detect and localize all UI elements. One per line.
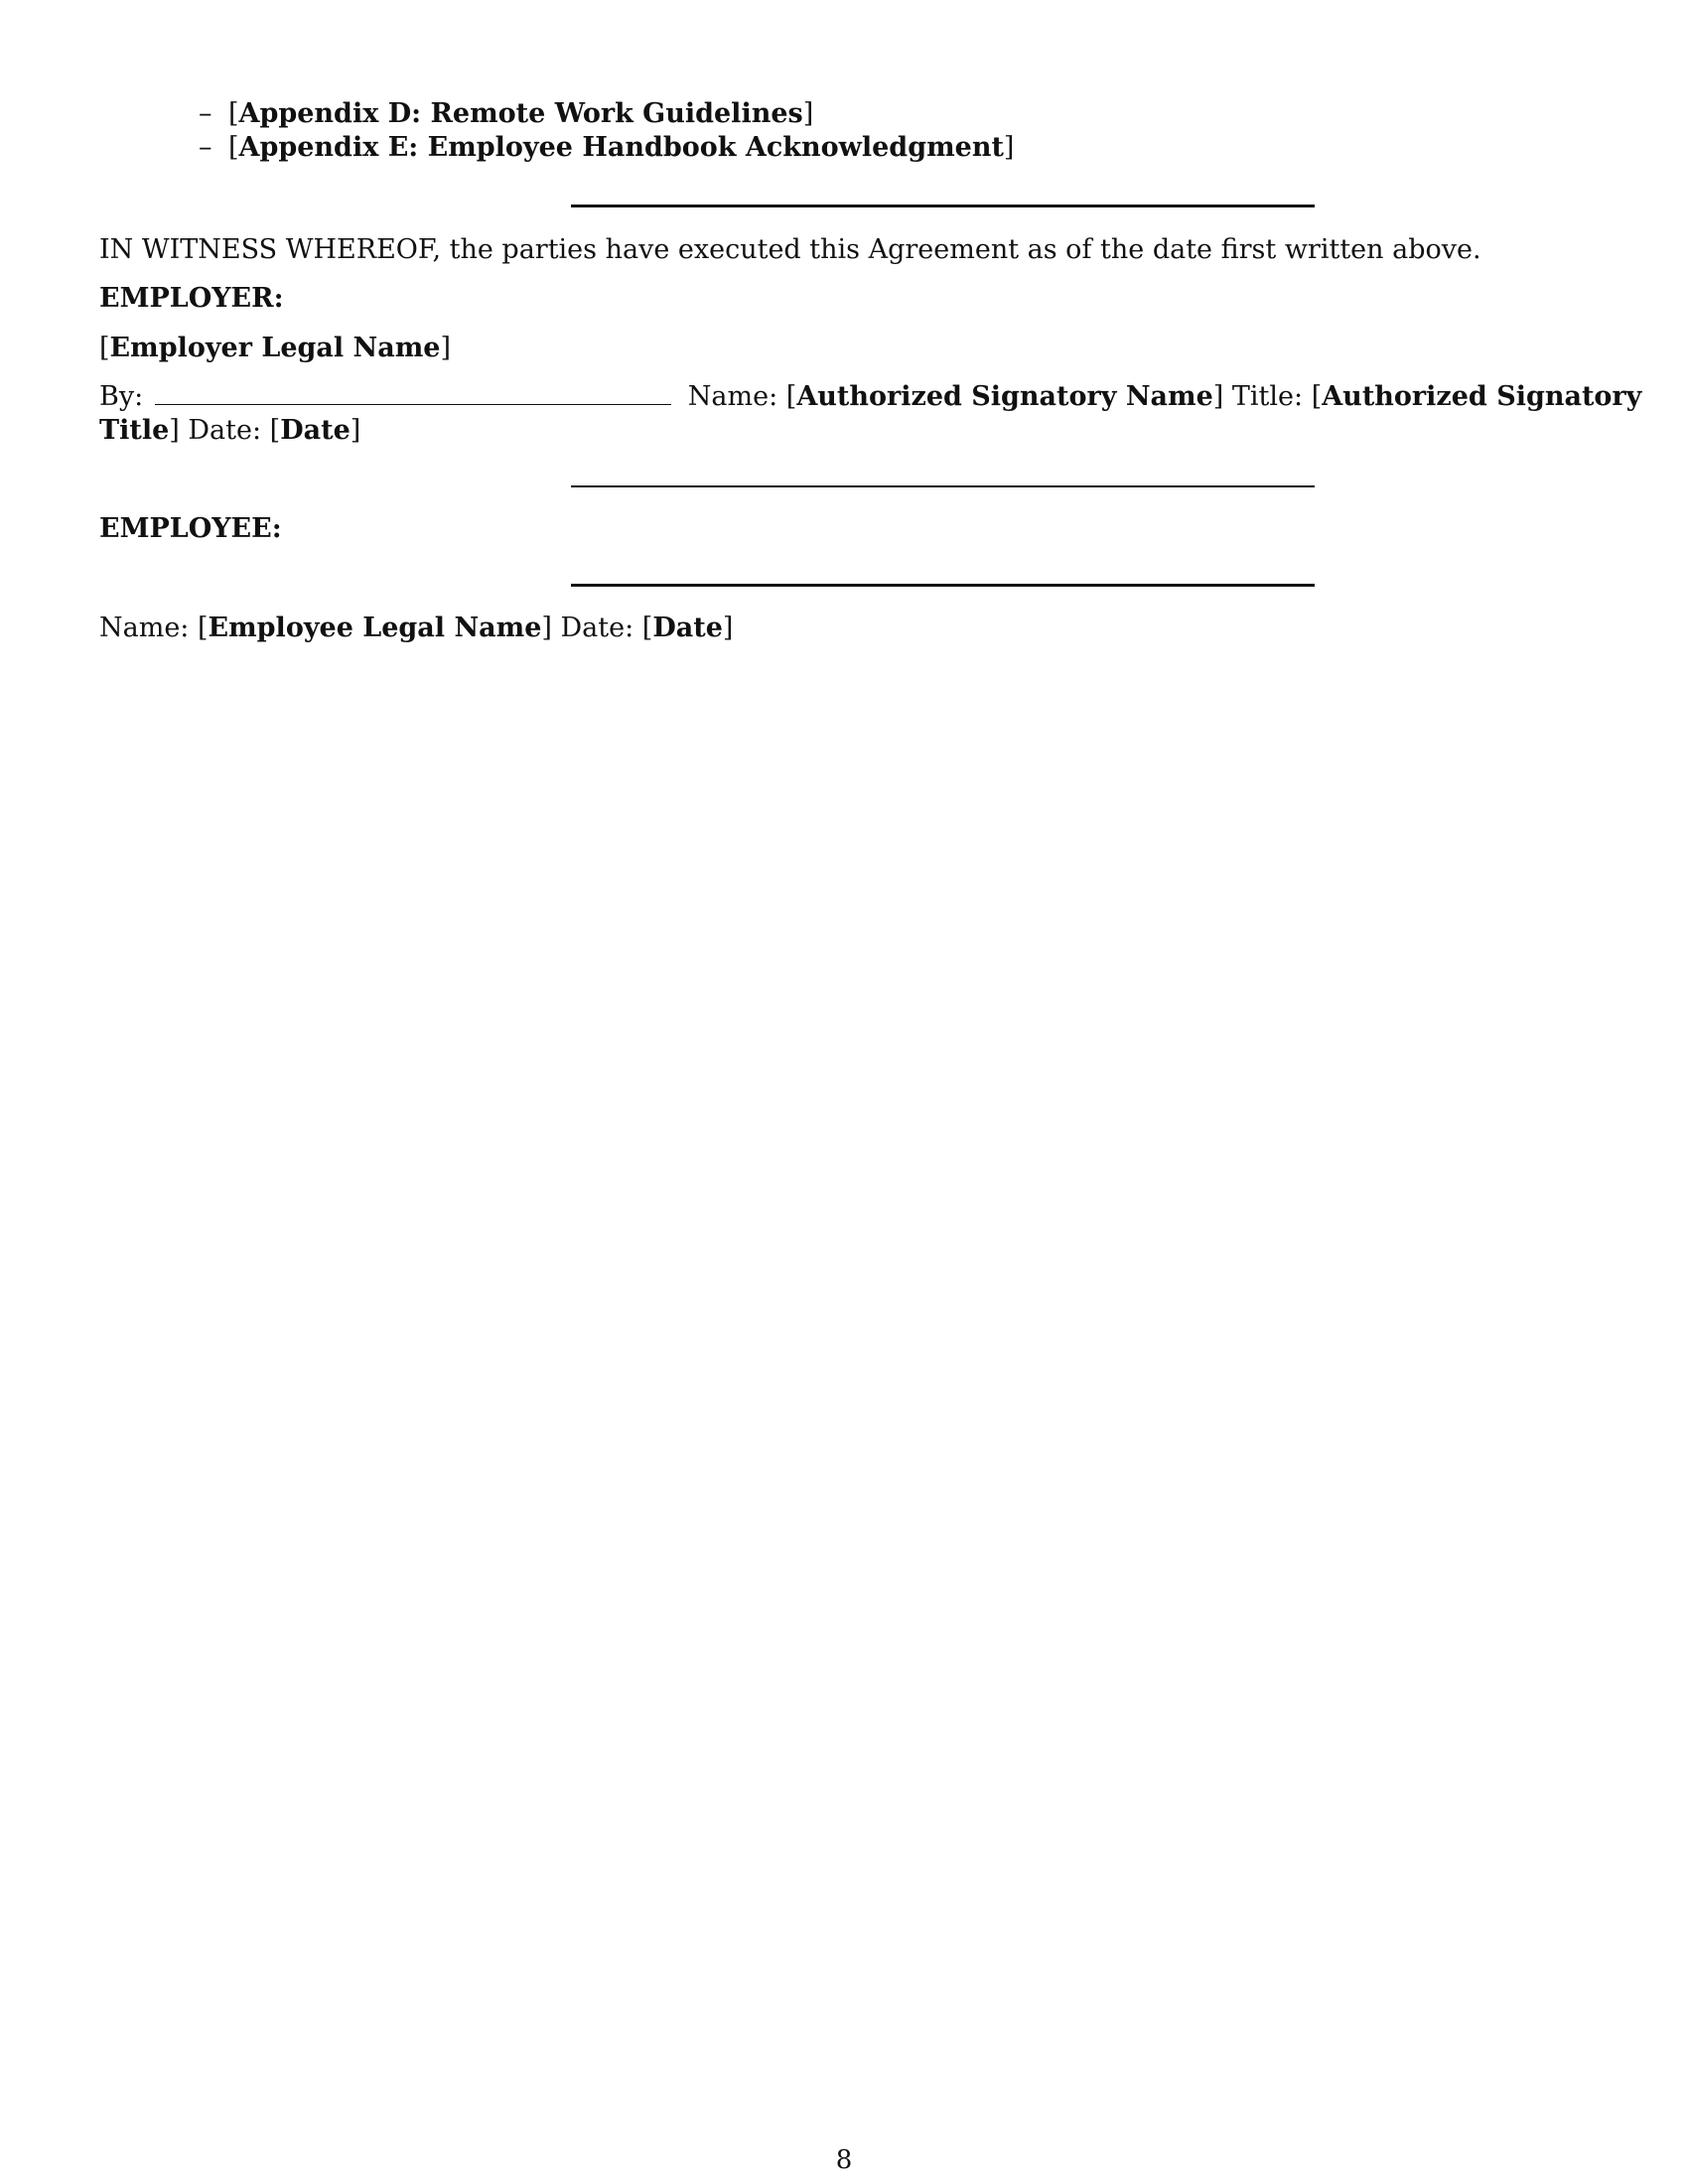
- by-label: By:: [99, 381, 144, 412]
- list-item: – [Appendix E: Employee Handbook Acknowledgment]: [199, 132, 1015, 163]
- employee-signature-rule: [571, 584, 1315, 587]
- employer-name-label: Name:: [687, 381, 778, 412]
- witness-statement: IN WITNESS WHEREOF, the parties have executed this Agreement as of the date first written above.: [99, 234, 1481, 265]
- employer-date-value: Date: [280, 415, 351, 446]
- employer-heading-text: EMPLOYER:: [99, 283, 284, 314]
- appendix-e-label: Appendix E: Employee Handbook Acknowledgment: [238, 132, 1004, 163]
- separator-rule: [571, 205, 1315, 207]
- signatory-title-value-part2: Title: [99, 415, 170, 446]
- employee-heading: [99, 512, 282, 546]
- employee-date-value: Date: [652, 613, 723, 643]
- employer-date-label: Date:: [188, 415, 262, 446]
- employee-date-label: Date:: [560, 613, 634, 643]
- employer-title-label: Title:: [1231, 381, 1304, 412]
- appendix-d-label: Appendix D: Remote Work Guidelines: [238, 98, 803, 129]
- document-page: [99, 0, 1642, 2184]
- employee-heading-text: EMPLOYEE:: [99, 513, 282, 544]
- appendix-list: [199, 97, 1014, 165]
- signatory-title-value-part1: Authorized Signatory: [1322, 381, 1642, 412]
- page-number: 8: [835, 2145, 853, 2175]
- dash-bullet: –: [199, 132, 212, 163]
- employee-name-line: Name: [Employee Legal Name] Date: [Date]: [99, 613, 734, 643]
- employee-legal-name-value: Employee Legal Name: [208, 613, 542, 643]
- employer-title-continuation: Title] Date: [Date]: [99, 415, 361, 446]
- list-item: – [Appendix D: Remote Work Guidelines]: [199, 98, 814, 129]
- employer-legal-name-value: Employer Legal Name: [109, 333, 441, 363]
- employer-signature-field[interactable]: [155, 380, 671, 405]
- employer-legal-name: [Employer Legal Name]: [99, 333, 451, 363]
- employer-heading: [99, 282, 284, 316]
- employer-signature-rule: [571, 485, 1315, 487]
- dash-bullet: –: [199, 98, 212, 129]
- employee-name-label: Name:: [99, 613, 190, 643]
- signatory-name-value: Authorized Signatory Name: [796, 381, 1213, 412]
- employer-signature-line: By: Name: [Authorized Signatory Name] Title: [Authorized Signatory: [99, 381, 1642, 412]
